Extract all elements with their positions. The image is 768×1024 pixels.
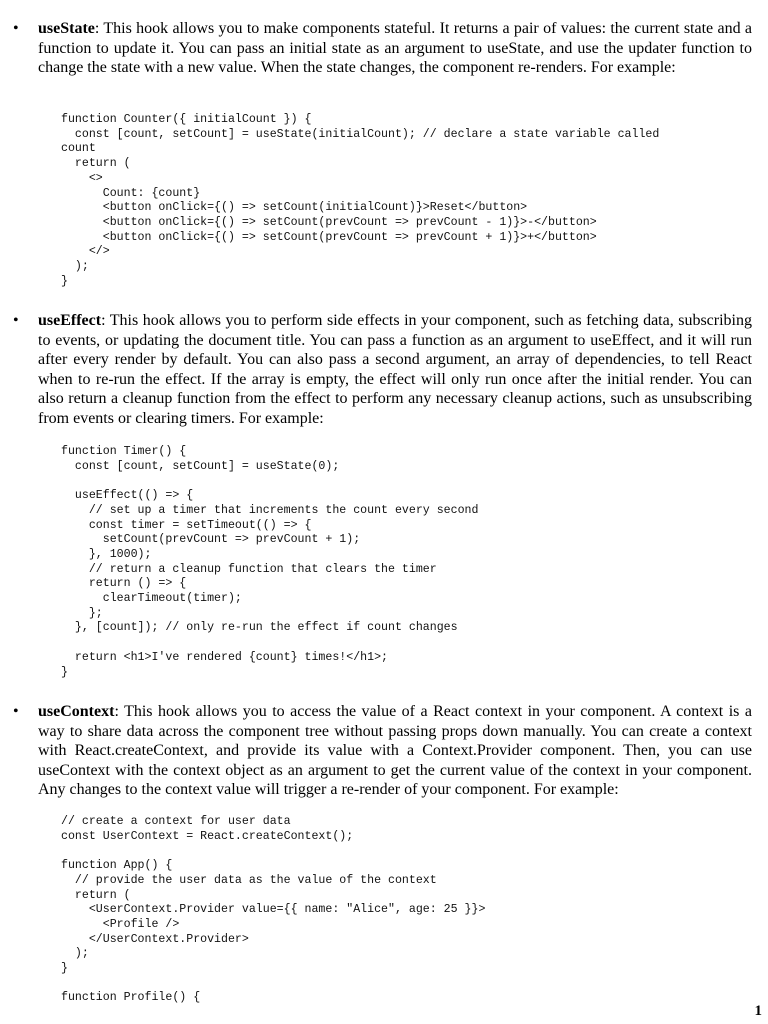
bullet: • — [13, 312, 19, 329]
hook-name: useState — [38, 20, 95, 37]
page-number: 1 — [754, 1003, 762, 1019]
bullet: • — [13, 703, 19, 720]
bullet: • — [13, 20, 19, 37]
code-example: // create a context for user data const UserContext = React.createContext(); function App() { // provide the user data as the value of the context return ( <UserContext.Provider value={{ name: "Alice", age: 25 }}> <Profile /> </UserContext.Provider> ); } function Profile() { — [61, 815, 486, 1005]
hook-description-text: : This hook allows you to make components stateful. It returns a pair of values: the current state and a function to update it. You can pass an initial state as an argument to useState, and use the updater function to change the state with a new value. When the state changes, the component re-renders. For example: — [38, 20, 752, 76]
code-example: function Counter({ initialCount }) { const [count, setCount] = useState(initialCount); // declare a state variable called count return ( <> Count: {count} <button onClick={() => setCount(initialCount)}>Reset</button> <button onClick={() => setCount(prevCount => prevCount - 1)}>-</button> <button onClick={() => setCount(prevCount => prevCount + 1)}>+</button> </> ); } — [61, 113, 660, 288]
hook-name: useContext — [38, 703, 115, 720]
hook-description — [38, 19, 752, 78]
hook-description — [38, 702, 752, 800]
hook-description — [38, 311, 752, 428]
hook-description-text: : This hook allows you to access the value of a React context in your component. A context is a way to share data across the component tree without passing props down manually. You can create a context with React.createContext, and provide its value with a Context.Provider component. Then, you can use useContext with the context object as an argument to get the current value of the context in your component. Any changes to the context value will trigger a re-render of your component. For example: — [38, 703, 752, 798]
hook-description-text: : This hook allows you to perform side effects in your component, such as fetching data, subscribing to events, or updating the document title. You can pass a function as an argument to useEffect, and it will run after every render by default. You can also pass a second argument, an array of dependencies, to tell React when to re-run the effect. If the array is empty, the effect will only run once after the initial render. You can also return a cleanup function from the effect to perform any necessary cleanup actions, such as unsubscribing from events or clearing timers. For example: — [38, 312, 752, 427]
code-example: function Timer() { const [count, setCount] = useState(0); useEffect(() => { // set up a timer that increments the count every second const timer = setTimeout(() => { setCount(prevCount => prevCount + 1); }, 1000); // return a cleanup function that clears the timer return () => { clearTimeout(timer); }; }, [count]); // only re-run the effect if count changes return <h1>I've rendered {count} times!</h1>; } — [61, 445, 479, 679]
hook-name: useEffect — [38, 312, 102, 329]
